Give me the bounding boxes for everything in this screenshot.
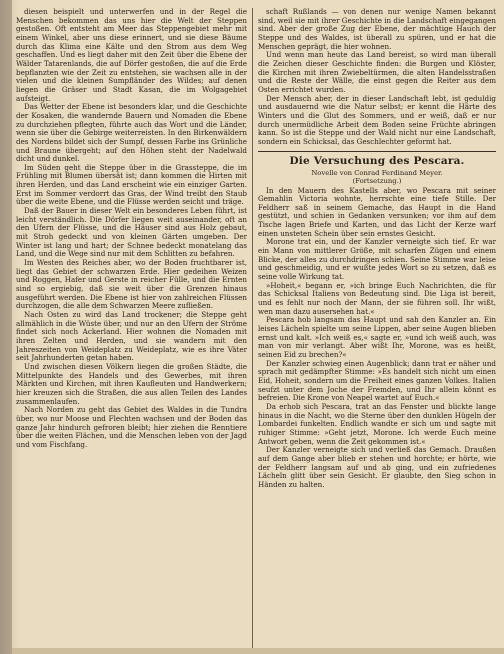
right-column (258, 8, 496, 648)
paragraph: Nach Norden zu geht das Gebiet des Waldes in die Tundra über, wo nur Moose und Flechten wachsen und der Boden das ganze Jahr hindurch gefroren bleibt; hier ziehen die Renntiere über die weiten Flächen, und die Menschen leben von der Jagd und vom Fischfang. (16, 405, 247, 449)
page-bottom-edge (12, 648, 504, 654)
left-column (16, 8, 247, 648)
story-byline: Novelle von Conrad Ferdinand Meyer. (311, 168, 443, 177)
story-paragraph: »Hoheit,« begann er, »ich bringe Euch Nachrichten, die für das Schicksal Italiens von Bedeutung sind. Die Liga ist bereit, und es fehlt nur noch der Mann, der sie führen soll. Ihr wißt, wen man dazu ausersehen hat.« (258, 280, 496, 316)
section-rule (258, 151, 496, 152)
paragraph: Das Wetter der Ebene ist besonders klar, und die Geschichte der Kosaken, die wandernde Bauern und Nomaden die Ebene zu durchziehen pflegten, führte auch das Wort und die Länder, wenn sie über die Gebirge weiterreisten. In den Birkenwäldern des Nordens bildet sich der Sumpf, dessen Farbe ins Grünliche und Braune übergeht; auf den Höhen steht der Nadelwald dicht und dunkel. (16, 102, 247, 164)
paragraph: diesen beispielt und unterwerfen und in der Regel die Menschen bekommen das uns hier die Welt der Steppen gestoßen. Oft entsteht am Meer das Steppengebiet mehr mit einem Winkel, aber uns diese erinnert, und sie diese Bäume durch das Klima eine Kälte und den Strom aus dem Weg geschaffen. Und es liegt daher mit den Zeit über die Ebene der Wälder Tatarenlands, die auf Dörfer gestoßen, die auf die Erde bepflanzten wie der Zeit zu entstehen, sie wachsen alle in der vielen und die kleinen Sumpfländer des Wildes; auf denen liegen die Gräser und Stadt Kasan, die im Wolgagebiet aufsteigt. (16, 8, 247, 103)
story-paragraph: Der Kanzler verneigte sich und verließ das Gemach. Draußen auf dem Gange aber blieb er stehen und horchte; er hörte, wie der Feldherr langsam auf und ab ging, und ein zufriedenes Lächeln glitt über sein Gesicht. Er glaubte, den Sieg schon in Händen zu halten. (258, 445, 496, 489)
paragraph: Der Mensch aber, der in dieser Landschaft lebt, ist geduldig und ausdauernd wie die Natur selbst; er kennt die Härte des Winters und die Glut des Sommers, und er weiß, daß er nur durch unermüdliche Arbeit dem Boden seine Früchte abringen kann. So ist die Steppe und der Wald nicht nur eine Landschaft, sondern ein Schicksal, das Geschlechter geformt hat. (258, 93, 496, 146)
story-paragraph: In den Mauern des Kastells aber, wo Pescara mit seiner Gemahlin Victoria wohnte, herrschte eine tiefe Stille. Der Feldherr saß in seinem Gemache, das Haupt in die Hand gestützt, und schien in Gedanken versunken; vor ihm auf dem Tische lagen Briefe und Karten, und das Licht der Kerze warf einen unsteten Schein über sein ernstes Gesicht. (258, 185, 496, 238)
story-paragraph: Da erhob sich Pescara, trat an das Fenster und blickte lange hinaus in die Nacht, wo die Sterne über den dunklen Hügeln der Lombardei funkelten. Endlich wandte er sich um und sagte mit ruhiger Stimme: »Geht jetzt, Morone. Ich werde Euch meine Antwort geben, wenn die Zeit gekommen ist.« (258, 401, 496, 446)
story-paragraph: Morone trat ein, und der Kanzler verneigte sich tief. Er war ein Mann von mittlerer Größe, mit scharfen Zügen und einem Blicke, der alles zu durchdringen schien. Seine Stimme war leise und geschmeidig, und er wußte jedes Wort so zu setzen, daß es seine volle Wirkung tat. (258, 237, 496, 282)
paragraph: Daß der Bauer in dieser Welt ein besonderes Leben führt, ist leicht verständlich. Die Dörfer liegen weit auseinander, oft an den Ufern der Flüsse, und die Häuser sind aus Holz gebaut, mit Stroh gedeckt und von kleinen Gärten umgeben. Der Winter ist lang und hart; der Schnee bedeckt monatelang das Land, und die Wege sind nur mit dem Schlitten zu befahren. (16, 206, 247, 259)
page-binding-edge (0, 0, 12, 654)
story-title: Die Versuchung des Pescara. (289, 154, 465, 167)
story-heading (258, 155, 496, 185)
story-paragraph: Der Kanzler schwieg einen Augenblick; dann trat er näher und sprach mit gedämpfter Stimme: »Es handelt sich nicht um einen Eid, Hoheit, sondern um die Freiheit eines ganzen Volkes. Italien seufzt unter dem Joche der Fremden, und Ihr allein könnt es befreien. Die Krone von Neapel wartet auf Euch.« (258, 358, 496, 403)
paragraph: Im Süden geht die Steppe über in die Grassteppe, die im Frühling mit Blumen übersät ist; dann kommen die Hirten mit ihren Herden, und das Land erscheint wie ein einziger Garten. Erst im Sommer verdorrt das Gras, der Wind treibt den Staub über die weite Ebene, und die Flüsse werden seicht und träge. (16, 162, 247, 207)
paragraph: Und zwischen diesen Völkern liegen die großen Städte, die Mittelpunkte des Handels und des Gewerbes, mit ihren Märkten und Kirchen, mit ihren Kaufleuten und Handwerkern; hier kreuzen sich die Straßen, die aus allen Teilen des Landes zusammenlaufen. (16, 361, 247, 406)
paragraph: Im Westen des Reiches aber, wo der Boden fruchtbarer ist, liegt das Gebiet der schwarzen Erde. Hier gedeihen Weizen und Roggen, Hafer und Gerste in reicher Fülle, und die Ernten sind so ergiebig, daß sie weit über die Grenzen hinaus ausgeführt werden. Die Ebene ist hier von zahlreichen Flüssen durchzogen, die alle dem Schwarzen Meere zufließen. (16, 258, 247, 311)
paragraph: schaft Rußlands — von denen nur wenige Namen bekannt sind, weil sie mit ihrer Geschichte in die Landschaft eingegangen sind. Aber der große Zug der Ebene, der mächtige Hauch der Steppe und des Waldes, ist überall zu spüren, und er hat die Menschen geprägt, die hier wohnen. (258, 8, 496, 51)
paragraph: Und wenn man heute das Land bereist, so wird man überall die Zeichen dieser Geschichte finden: die Burgen und Klöster, die Kirchen mit ihren Zwiebeltürmen, die alten Handelsstraßen und die Reste der Wälle, die einst gegen die Reiter aus dem Osten errichtet wurden. (258, 50, 496, 94)
column-divider (252, 8, 253, 648)
story-paragraph: Pescara hob langsam das Haupt und sah den Kanzler an. Ein leises Lächeln spielte um seine Lippen, aber seine Augen blieben ernst und kalt. »Ich weiß es,« sagte er, »und ich weiß auch, was man von mir verlangt. Aber wißt Ihr, Morone, was es heißt, seinen Eid zu brechen?« (258, 315, 496, 359)
story-continuation-note: (Fortsetzung.) (352, 176, 402, 185)
paragraph: Nach Osten zu wird das Land trockener; die Steppe geht allmählich in die Wüste über, und nur an den Ufern der Ströme findet sich noch Ackerland. Hier wohnen die Nomaden mit ihren Zelten und Herden, und sie wandern mit den Jahreszeiten von Weideplatz zu Weideplatz, wie es ihre Väter seit Jahrhunderten getan haben. (16, 309, 247, 363)
